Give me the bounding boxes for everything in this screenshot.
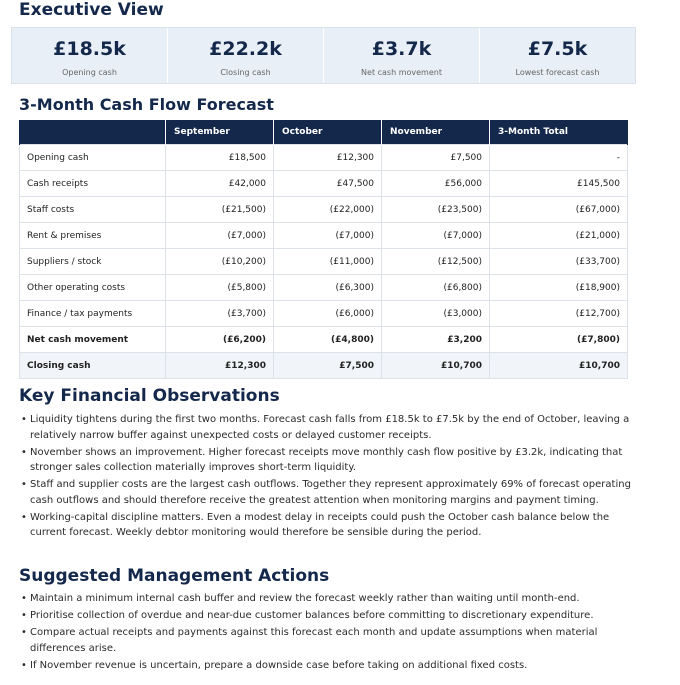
column-header: November: [382, 120, 490, 145]
table-row: [20, 171, 628, 197]
table-cell: (£21,000): [490, 223, 628, 249]
row-label: Staff costs: [20, 197, 166, 223]
list-item: • If November revenue is uncertain, prepare a downside case before taking on additional fixed costs.: [21, 658, 641, 674]
table-cell: (£22,000): [274, 197, 382, 223]
table-row: [20, 249, 628, 275]
row-label: Rent & premises: [20, 223, 166, 249]
table-cell: (£12,700): [490, 301, 628, 327]
row-label: Other operating costs: [20, 275, 166, 301]
table-cell: (£7,000): [274, 223, 382, 249]
forecast-title: 3-Month Cash Flow Forecast: [19, 95, 274, 114]
row-label: Net cash movement: [20, 327, 166, 353]
kpi-value: £22.2k: [209, 38, 282, 60]
table-cell: (£21,500): [166, 197, 274, 223]
list-item: • Compare actual receipts and payments against this forecast each month and update assumptions when material differences arise.: [21, 625, 641, 656]
list-item: • Maintain a minimum internal cash buffer and review the forecast weekly rather than waiting until month-end.: [21, 591, 641, 607]
row-label: Opening cash: [20, 145, 166, 171]
kpi-value: £18.5k: [53, 38, 126, 60]
table-cell: (£18,900): [490, 275, 628, 301]
actions-title: Suggested Management Actions: [19, 566, 330, 586]
cash-flow-table: [19, 120, 628, 379]
table-cell: £12,300: [274, 145, 382, 171]
table-cell: (£12,500): [382, 249, 490, 275]
table-cell: £12,300: [166, 353, 274, 379]
actions-list: [21, 591, 641, 675]
table-cell: (£7,800): [490, 327, 628, 353]
table-cell: (£5,800): [166, 275, 274, 301]
observations-list: [21, 412, 641, 542]
row-label: Cash receipts: [20, 171, 166, 197]
table-cell: (£67,000): [490, 197, 628, 223]
table-row: [20, 327, 628, 353]
table-cell: (£10,200): [166, 249, 274, 275]
kpi-lowest-forecast-cash: [480, 28, 635, 83]
table-cell: £3,200: [382, 327, 490, 353]
table-row: [20, 353, 628, 379]
kpi-net-cash-movement: [324, 28, 480, 83]
column-header: [20, 120, 166, 145]
table-row: [20, 223, 628, 249]
row-label: Closing cash: [20, 353, 166, 379]
table-row: [20, 145, 628, 171]
row-label: Suppliers / stock: [20, 249, 166, 275]
table-header-row: [20, 120, 628, 145]
table-cell: £18,500: [166, 145, 274, 171]
table-cell: (£11,000): [274, 249, 382, 275]
row-label: Finance / tax payments: [20, 301, 166, 327]
table-cell: (£3,000): [382, 301, 490, 327]
table-cell: (£6,300): [274, 275, 382, 301]
table-cell: £7,500: [274, 353, 382, 379]
table-cell: (£3,700): [166, 301, 274, 327]
column-header: 3-Month Total: [490, 120, 628, 145]
table-cell: (£4,800): [274, 327, 382, 353]
table-cell: £145,500: [490, 171, 628, 197]
table-cell: (£23,500): [382, 197, 490, 223]
kpi-opening-cash: [12, 28, 168, 83]
list-item: • Staff and supplier costs are the largest cash outflows. Together they represent approximately 69% of forecast operating cash outflows and should therefore receive the greatest attention when monitoring margins and payment timing.: [21, 477, 641, 508]
column-header: September: [166, 120, 274, 145]
kpi-closing-cash: [168, 28, 324, 83]
kpi-label: Net cash movement: [361, 68, 442, 77]
table-cell: (£6,800): [382, 275, 490, 301]
kpi-value: £3.7k: [371, 38, 432, 60]
list-item: • November shows an improvement. Higher forecast receipts move monthly cash flow positive by £3.2k, indicating that stronger sales collection materially improves short-term liquidity.: [21, 445, 641, 476]
executive-view-title: Executive View: [19, 0, 164, 20]
observations-title: Key Financial Observations: [19, 386, 280, 406]
kpi-value: £7.5k: [527, 38, 588, 60]
column-header: October: [274, 120, 382, 145]
table-row: [20, 301, 628, 327]
table-cell: £56,000: [382, 171, 490, 197]
table-cell: £10,700: [490, 353, 628, 379]
table-cell: £10,700: [382, 353, 490, 379]
table-cell: (£6,200): [166, 327, 274, 353]
kpi-label: Opening cash: [62, 68, 117, 77]
table-row: [20, 275, 628, 301]
list-item: • Working-capital discipline matters. Even a modest delay in receipts could push the October cash balance below the current forecast. Weekly debtor monitoring would therefore be sensible during the period.: [21, 510, 641, 541]
kpi-strip: [11, 27, 636, 84]
list-item: • Prioritise collection of overdue and near-due customer balances before committing to discretionary expenditure.: [21, 608, 641, 624]
table-cell: (£7,000): [382, 223, 490, 249]
table-cell: (£33,700): [490, 249, 628, 275]
kpi-label: Lowest forecast cash: [515, 68, 600, 77]
table-cell: £47,500: [274, 171, 382, 197]
table-cell: £7,500: [382, 145, 490, 171]
table-row: [20, 197, 628, 223]
table-cell: (£6,000): [274, 301, 382, 327]
table-cell: (£7,000): [166, 223, 274, 249]
list-item: • Liquidity tightens during the first two months. Forecast cash falls from £18.5k to £7.5k by the end of October, leaving a relatively narrow buffer against unexpected costs or delayed customer receipts.: [21, 412, 641, 443]
table-cell: £42,000: [166, 171, 274, 197]
table-cell: -: [490, 145, 628, 171]
kpi-label: Closing cash: [220, 68, 271, 77]
